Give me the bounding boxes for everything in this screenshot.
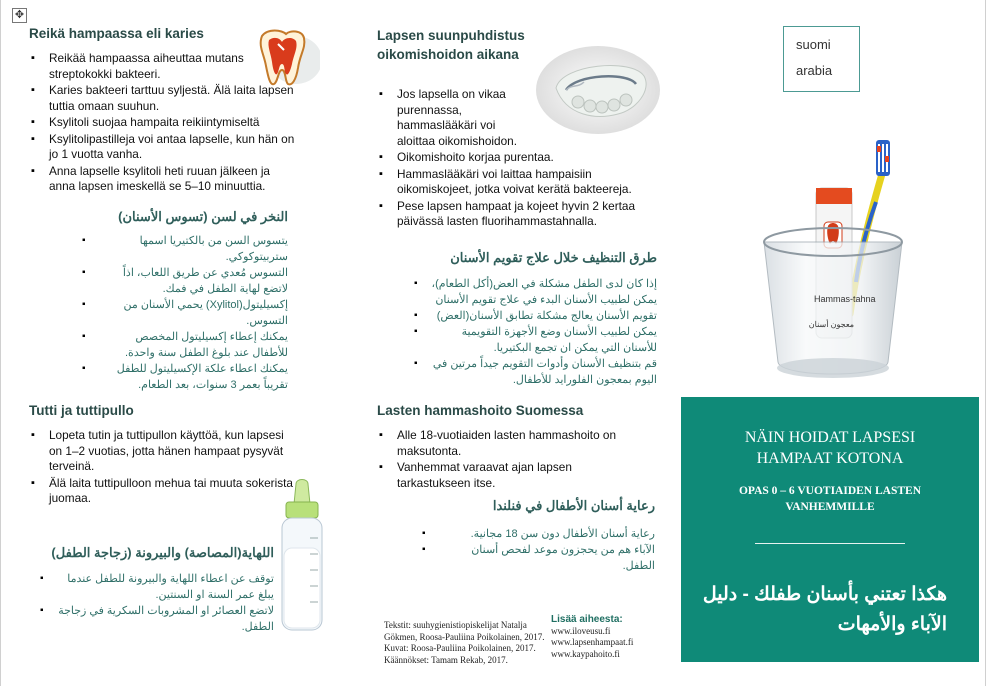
finland-list [377, 428, 632, 491]
dental-retainer-icon [532, 44, 662, 136]
list-item: ▪ لاتضع العصائر او المشروبات السكرية في زجاجة الطفل. [38, 603, 274, 635]
list-item: ▪ Vanhemmat varaavat ajan lapsen tarkastukseen itse. [377, 460, 632, 491]
credit-line: Käännökset: Tamam Rekab, 2017. [384, 654, 508, 665]
cover-divider [755, 543, 905, 544]
cover-title-line: NÄIN HOIDAT LAPSESI [744, 429, 916, 446]
finland-arabic-list [420, 526, 655, 574]
more-info-heading: Lisää aiheesta: [551, 614, 623, 625]
caries-arabic-list [80, 233, 288, 393]
cover-arabic-title-line: هكذا تعتني بأسنان طفلك - دليل [702, 584, 947, 605]
credits [384, 620, 544, 666]
language-label: suomi [796, 37, 831, 52]
list-item: ▪ الآباء هم من يحجزون موعد لفحص أسنان الطفل. [420, 542, 655, 574]
toothpaste-label-arabic: معجون أسنان [808, 320, 854, 329]
pacifier-arabic-section [38, 545, 274, 635]
list-item: ▪ Oikomishoito korjaa purentaa. [377, 150, 642, 166]
language-box [783, 26, 860, 92]
cover-title-line: HAMPAAT KOTONA [756, 450, 904, 467]
baby-bottle-icon [272, 478, 332, 634]
list-item: ▪ يمكن لطبيب الأسنان وضع الأجهزة التقويمية للأسنان التي يمكن ان تجمع البكتيريا. [412, 324, 657, 356]
list-item: ▪ إذا كان لدى الطفل مشكلة في العض(أكل الطعام)، يمكن لطبيب الأسنان البدء في علاج تقويم الأسنان [412, 276, 657, 308]
info-link[interactable]: www.lapsenhampaat.fi [551, 637, 634, 647]
finland-arabic-section [420, 498, 655, 574]
toothpaste-label: Hammas-tahna [814, 294, 876, 304]
list-item: ▪ Alle 18-vuotiaiden lasten hammashoito on maksutonta. [377, 428, 632, 459]
list-item: ▪ يمكنك اعطاء علكة الإكسيليتول للطفل تقريباً بعمر 3 سنوات، بعد الطعام. [80, 361, 288, 393]
ortho-arabic-heading: طرق التنظيف خلال علاج تقويم الأسنان [450, 250, 657, 265]
caries-heading: Reikä hampaassa eli karies [29, 26, 204, 41]
cover-subtitle-line: OPAS 0 – 6 VUOTIAIDEN LASTEN [738, 485, 921, 497]
list-item: ▪ Ksylitoli suojaa hampaita reikiintymiseltä [29, 115, 299, 131]
info-link[interactable]: www.iloveusu.fi [551, 625, 611, 636]
list-item: ▪ Anna lapselle ksylitoli heti ruuan jälkeen ja anna lapsen imeskellä se 5–10 minuuttia. [29, 164, 299, 195]
list-item: ▪ توقف عن اعطاء اللهاية والبيرونة للطفل عندما يبلغ عمر السنة او السنتين. [38, 571, 274, 603]
cover-subtitle-line: VANHEMMILLE [785, 501, 875, 513]
finland-section [377, 403, 632, 492]
credit-line: Gökmen, Roosa-Pauliina Poikolainen, 2017. [384, 631, 545, 642]
list-item: ▪ Karies bakteeri tarttuu syljestä. Älä laita lapsen tuttia omaan suuhun. [29, 83, 299, 114]
cover-panel [681, 397, 979, 662]
info-link[interactable]: www.kaypahoito.fi [551, 648, 620, 659]
list-item: ▪ يمكنك إعطاء إكسيليتول المخصص للأطفال عند بلوغ الطفل سنة واحدة. [80, 329, 288, 361]
caries-arabic-section [80, 209, 288, 393]
list-item: ▪ Hammaslääkäri voi laittaa hampaisiin oikomiskojeet, jotka voivat kerätä bakteereja. [377, 167, 642, 198]
list-item: ▪ رعاية أسنان الأطفال دون سن 18 مجانية. [420, 526, 655, 542]
pacifier-list [29, 428, 295, 507]
more-info [551, 614, 633, 660]
list-item: ▪ يتسوس السن من بالكتيريا اسمها ستربيتوكوكي. [80, 233, 288, 265]
cover-title [681, 427, 979, 469]
glass-illustration [758, 132, 908, 390]
ortho-section [377, 26, 547, 64]
tooth-icon [252, 24, 320, 92]
caries-arabic-heading: النخر في لسن (تسوس الأسنان) [118, 209, 288, 224]
list-item: ▪ Lopeta tutin ja tuttipullon käyttöä, kun lapsesi on 1–2 vuotias, jotta hänen hampaat pysyvät terveinä. [29, 428, 295, 475]
pacifier-arabic-list [38, 571, 274, 635]
list-item: ▪ تقويم الأسنان يعالج مشكلة تطابق الأسنان(العض) [412, 308, 657, 324]
tooth-illustration [252, 24, 320, 92]
list-item: ▪ قم بتنظيف الأسنان وأدوات التقويم جيداً مرتين في اليوم بمعجون الفلوراید للأطفال. [412, 356, 657, 388]
language-label: arabia [796, 63, 833, 78]
ortho-arabic-list [412, 276, 657, 388]
list-item: ▪ Ksylitolipastilleja voi antaa lapselle, kun hän on jo 1 vuotta vanha. [29, 132, 299, 163]
list-item: ▪ Älä laita tuttipulloon mehua tai muuta sokerista juomaa. [29, 476, 295, 507]
move-handle-icon[interactable]: ✥ [12, 8, 27, 23]
pacifier-section [29, 403, 295, 508]
credit-line: Kuvat: Roosa-Pauliina Poikolainen, 2017. [384, 643, 536, 653]
toothbrush-glass-icon [758, 132, 908, 390]
credit-line: Tekstit: suuhygienistiopiskelijat Natalja [384, 620, 527, 630]
baby-bottle-illustration [272, 478, 332, 634]
finland-arabic-heading: رعاية أسنان الأطفال في فنلندا [492, 498, 655, 513]
list-item: ▪ التسوس مُعدي عن طريق اللعاب، اذاً لاتضع لهاية الطفل في فمك. [80, 265, 288, 297]
cover-subtitle [681, 483, 979, 515]
list-item: ▪ Jos lapsella on vikaa purennassa, hammaslääkäri voi aloittaa oikomishoidon. [377, 87, 642, 149]
pacifier-arabic-heading: اللهاية(المصاصة) والبيرونة (زجاجة الطفل) [51, 545, 274, 560]
retainer-illustration [532, 44, 662, 136]
list-item: ▪ Reikää hampaassa aiheuttaa mutans streptokokki bakteeri. [29, 51, 299, 82]
cover-arabic-title-line: الآباء والأمهات [837, 614, 947, 635]
ortho-heading: Lapsen suunpuhdistus oikomishoidon aikana [377, 28, 525, 62]
ortho-arabic-section [412, 250, 657, 388]
list-item: ▪ Pese lapsen hampaat ja kojeet hyvin 2 kertaa päivässä lasten fluorihammastahnalla. [377, 199, 642, 230]
finland-heading: Lasten hammashoito Suomessa [377, 403, 584, 418]
list-item: ▪ إكسيليتول(Xylitol) يحمي الأسنان من التسوس. [80, 297, 288, 329]
pacifier-heading: Tutti ja tuttipullo [29, 403, 134, 418]
cover-arabic-title [681, 580, 979, 640]
